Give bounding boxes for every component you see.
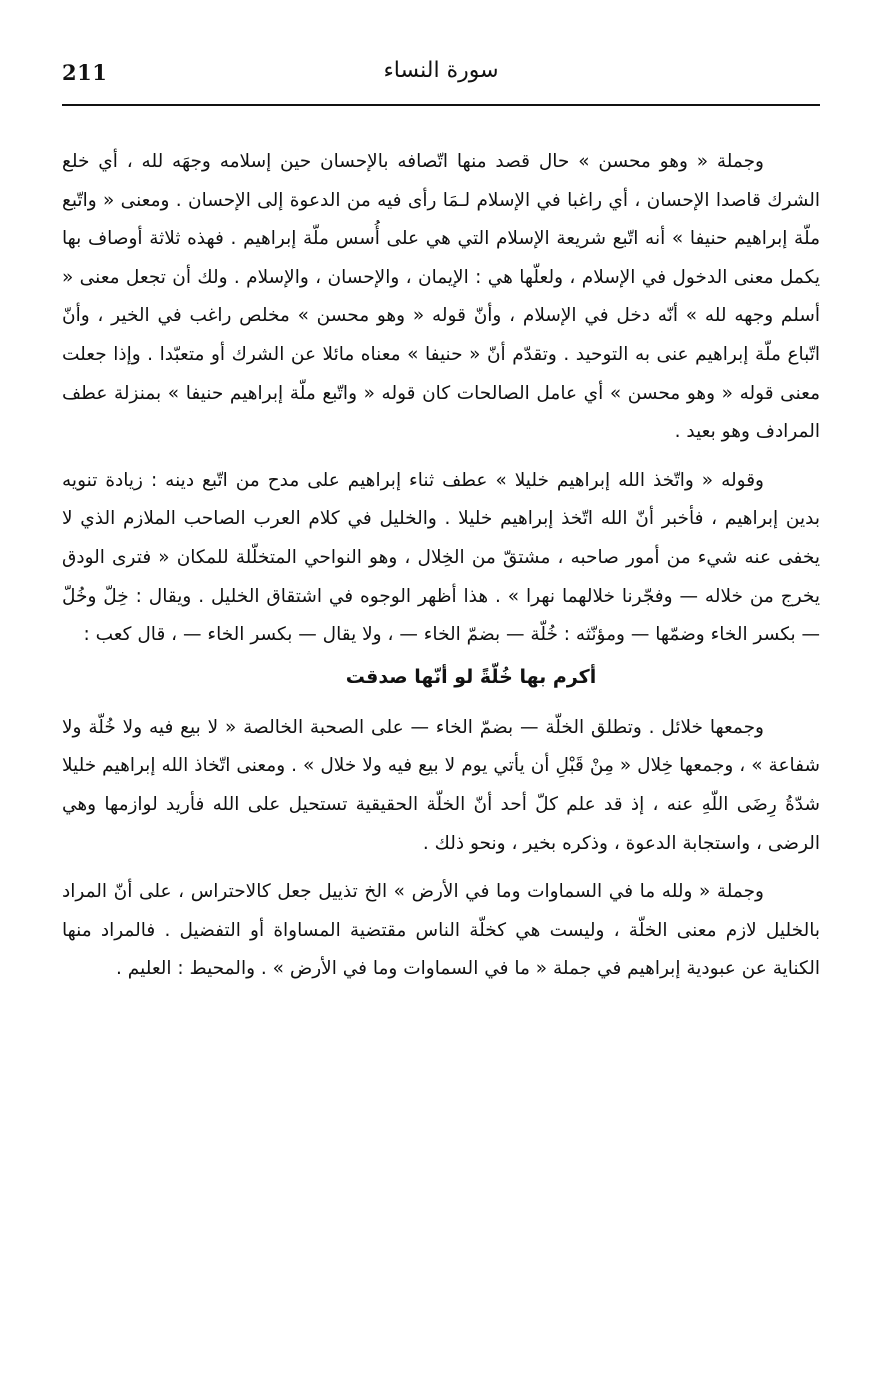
paragraph-2: وقوله « واتّخذ الله إبراهيم خليلا » عطف ثناء إبراهيم على مدح من اتّبع دينه : زيادة تنويه بدين إبراهيم ، فأخبر أنّ الله اتّخذ إبراهيم خليلا . والخليل في كلام العرب الصاحب الملازم الذي لا يخفى عنه شيء من أمور صاحبه ، مشتقّ من الخِلال ، وهو النواحي المتخلّلة للمكان « فترى الودق يخرج من خلاله — وفجّرنا خلالهما نهرا » . هذا أظهر الوجوه في اشتقاق الخليل . ويقال : خِلّ وخُلّ — بكسر الخاء وضمّها — ومؤنّثه : خُلّة — بضمّ الخاء — ، ولا يقال — بكسر الخاء — ، قال كعب :: [62, 469, 820, 646]
running-title: سورة النساء: [383, 58, 499, 83]
poetry-verse: أكرم بها خُلّةً لو أنّها صدقت: [345, 665, 597, 688]
header-rule: [62, 104, 820, 106]
page-header: [62, 58, 820, 98]
paragraph-1: وجملة « وهو محسن » حال قصد منها اتّصافه بالإحسان حين إسلامه وجهَه لله ، أي خلع الشرك قاصدا الإحسان ، أي راغبا في الإسلام لـمَا رأى فيه من الدعوة إلى الإحسان . ومعنى « واتّبع ملّة إبراهيم حنيفا » أنه اتّبع شريعة الإسلام التي هي على أُسس ملّة إبراهيم . فهذه ثلاثة أوصاف بها يكمل معنى الدخول في الإسلام ، ولعلّها هي : الإيمان ، والإحسان ، والإسلام . ولك أن تجعل معنى « أسلم وجهه لله » أنّه دخل في الإسلام ، وأنّ قوله « وهو محسن » مخلص راغب في الخير ، وأنّ اتّباع ملّة إبراهيم عنى به التوحيد . وتقدّم أنّ « حنيفا » معناه مائلا عن الشرك أو متعبّدا . وإذا جعلت معنى قوله « وهو محسن » أي عامل الصالحات كان قوله « واتّبع ملّة إبراهيم حنيفا » بمنزلة عطف المرادف وهو بعيد .: [62, 151, 820, 443]
body-text: [62, 143, 820, 989]
paragraph-3: وجمعها خلائل . وتطلق الخلّة — بضمّ الخاء — على الصحبة الخالصة « لا بيع فيه ولا خُلّة ولا شفاعة » ، وجمعها خِلال « مِنْ قَبْلِ أن يأتي يوم لا بيع فيه ولا خلال » . ومعنى اتّخاذ الله إبراهيم خليلا شدّةُ رِضَى اللّهِ عنه ، إذ قد علم كلّ أحد أنّ الخلّة الحقيقية تستحيل على الله فأريد لوازمها وهي الرضى ، واستجابة الدعوة ، وذكره بخير ، ونحو ذلك .: [62, 716, 820, 854]
page-number: 211: [62, 60, 108, 85]
paragraph-4: وجملة « ولله ما في السماوات وما في الأرض » الخ تذييل جعل كالاحتراس ، على أنّ المراد بالخليل لازم معنى الخلّة ، وليست هي كخلّة الناس مقتضية المساواة أو التفضيل . فالمراد منها الكناية عن عبودية إبراهيم في جملة « ما في السماوات وما في الأرض » . والمحيط : العليم .: [62, 881, 820, 980]
